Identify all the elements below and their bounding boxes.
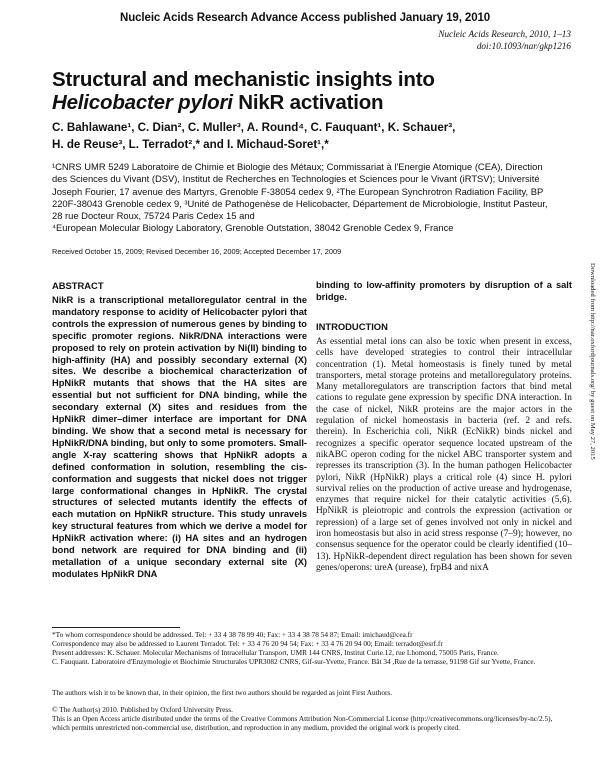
- footnotes: [52, 630, 572, 666]
- introduction-heading: INTRODUCTION: [316, 321, 388, 332]
- affiliations: [52, 161, 557, 235]
- download-sidebar: [588, 263, 598, 683]
- affiliation-paragraph-2: ⁴European Molecular Biology Laboratory, Grenoble Outstation, 38042 Grenoble Cedex 9, France: [52, 222, 454, 234]
- copyright-block: [52, 705, 572, 732]
- advance-access-banner: Nucleic Acids Research Advance Access published January 19, 2010: [120, 12, 491, 24]
- footnote-corresponding: *To whom correspondence should be addressed. Tel: + 33 4 38 78 99 40; Fax: + 33 4 38 78 54 87; Email: imichaud@cea.fr: [52, 630, 413, 639]
- author-list: [52, 120, 552, 153]
- title-rest: NikR activation: [232, 91, 384, 114]
- license-text: This is an Open Access article distributed under the terms of the Creative Commons Attribution Non-Commercial License (http://creativecommons.org/licenses/by-nc/2.5), which permits unrestricted non-commercial use, distribution, and reproduction in any medium, provided the original work is properly cited.: [52, 714, 553, 733]
- footnote-rule: [52, 627, 180, 628]
- title-species: Helicobacter pylori: [52, 91, 233, 114]
- abstract-text: NikR is a transcriptional metalloregulator central in the mandatory response to acidity of Helicobacter pylori that controls the expression of numerous genes by binding to specific promoter regions. NikR/DNA interactions were proposed to rely on protein activation by Ni(II) binding to high-affinity (HA) and possibly secondary external (X) sites. We describe a biochemical characterization of HpNikR mutants that shows that the HA sites are essential but not sufficient for DNA binding, while the secondary external (X) sites and residues from the HpNikR dimer–dimer interface are important for DNA binding. We show that a second metal is necessary for HpNikR/DNA binding, but only to some promoters. Small-angle X-ray scattering shows that HpNikR adopts a defined conformation in solution, resembling the cis-conformation and suggests that nickel does not trigger large conformational changes in HpNikR. The crystal structures of selected mutants identify the effects of each mutation on HpNikR structure. This study unravels key structural features from which we derive a model for HpNikR activation where: (i) HA sites and an hydrogen bond network are required for DNA binding and (ii) metallation of a unique secondary external site (X) modulates HpNikR DNA: [52, 295, 307, 579]
- footnote-correspondence-2: Correspondence may also be addressed to Laurent Terradot. Tel: + 33 4 76 20 94 54; Fax: + 33 4 76 20 94 00; Email: terradot@esrf.fr: [52, 639, 443, 649]
- equal-contribution-note: The authors wish it to be known that, in their opinion, the first two authors should be regarded as joint First Authors.: [52, 688, 393, 697]
- title-line1: Structural and mechanistic insights into: [52, 68, 435, 91]
- authors-line1: C. Bahlawane¹, C. Dian², C. Muller³, A. Round⁴, C. Fauquant¹, K. Schauer³,: [52, 121, 456, 134]
- article-title: [52, 68, 562, 114]
- footnote-present-address-1: Present addresses: K. Schauer. Molecular Mechanisms of Intracellular Transport, UMR 144 CNRS, Institut Curie.12, rue Lhomond, 75005 Paris, France.: [52, 648, 499, 658]
- doi: doi:10.1093/nar/gkp1216: [476, 41, 571, 51]
- authors-line2: H. de Reuse³, L. Terradot²,* and I. Michaud-Soret¹,*: [52, 137, 329, 151]
- copyright-line: © The Author(s) 2010. Published by Oxford University Press.: [52, 705, 233, 714]
- download-notice: Downloaded from http://nar.oxfordjournals.org/ by guest on May 27, 2015: [589, 263, 596, 460]
- received-dates: Received October 15, 2009; Revised December 16, 2009; Accepted December 17, 2009: [52, 247, 342, 256]
- abstract-continuation: binding to low-affinity promoters by disruption of a salt bridge.: [316, 280, 572, 302]
- affiliation-paragraph-1: ¹CNRS UMR 5249 Laboratoire de Chimie et Biologie des Métaux; Commissariat à l'Energie Atomique (CEA), Direction des Sciences du Vivant (DSV), Institut de Recherches en Technologies et Sciences pour le Vivant (iRTSV); Université Joseph Fourier, 17 avenue des Martyrs, Grenoble F-38054 cedex 9, ²The European Synchrotron Radiation Facility, BP 220F-38043 Grenoble cedex 9, ³Unité de Pathogenèse de Helicobacter, Département de Microbiologie, Institut Pasteur, 28 rue Docteur Roux, 75724 Paris Cedex 15 and: [52, 161, 548, 222]
- abstract-heading: ABSTRACT: [52, 280, 104, 291]
- footnote-present-address-2: C. Fauquant. Laboratoire d'Enzymologie et Biochimie Structurales UPR3082 CNRS, Gif-sur-Yvette, France. Bât 34 ,Rue de la terrasse, 91198 Gif sur Yvette, France.: [52, 657, 536, 667]
- introduction-text: As essential metal ions can also be toxic when present in excess, cells have developed strategies to control their intracellular concentration (1). Metal homeostasis is finely tuned by metal transporters, metal storage proteins and metalloregulatory proteins. Many metalloregulators are transcription factors that bind metal cations to regulate gene expression by specific DNA interaction. In the case of nickel, NikR proteins are the major actors in the regulation of nickel homeostasis in bacteria (ref. 2 and refs. therein). In Escherichia coli, NikR (EcNikR) binds nickel and recognizes a specific operator sequence located upstream of the nikABC operon coding for the nickel ABC transporter system and represses its transcription (3). In the human pathogen Helicobacter pylori, NikR (HpNikR) plays a critical role (4) since H. pylori survival relies on the production of active urease and hydrogenase, enzymes that require nickel for their catalytic activities (5,6). HpNikR is pleiotropic and controls the expression (activation or repression) of a large set of genes involved not only in nickel and iron homeostasis but also in acid stress response (7–9); however, no consensus sequence for the operator could be clearly identified (10–13). HpNikR-dependent direct regulation has been shown for seven genes/operons: ureA (urease), frpB4 and nixA: [316, 337, 572, 573]
- journal-citation: Nucleic Acids Research, 2010, 1–13: [438, 29, 571, 39]
